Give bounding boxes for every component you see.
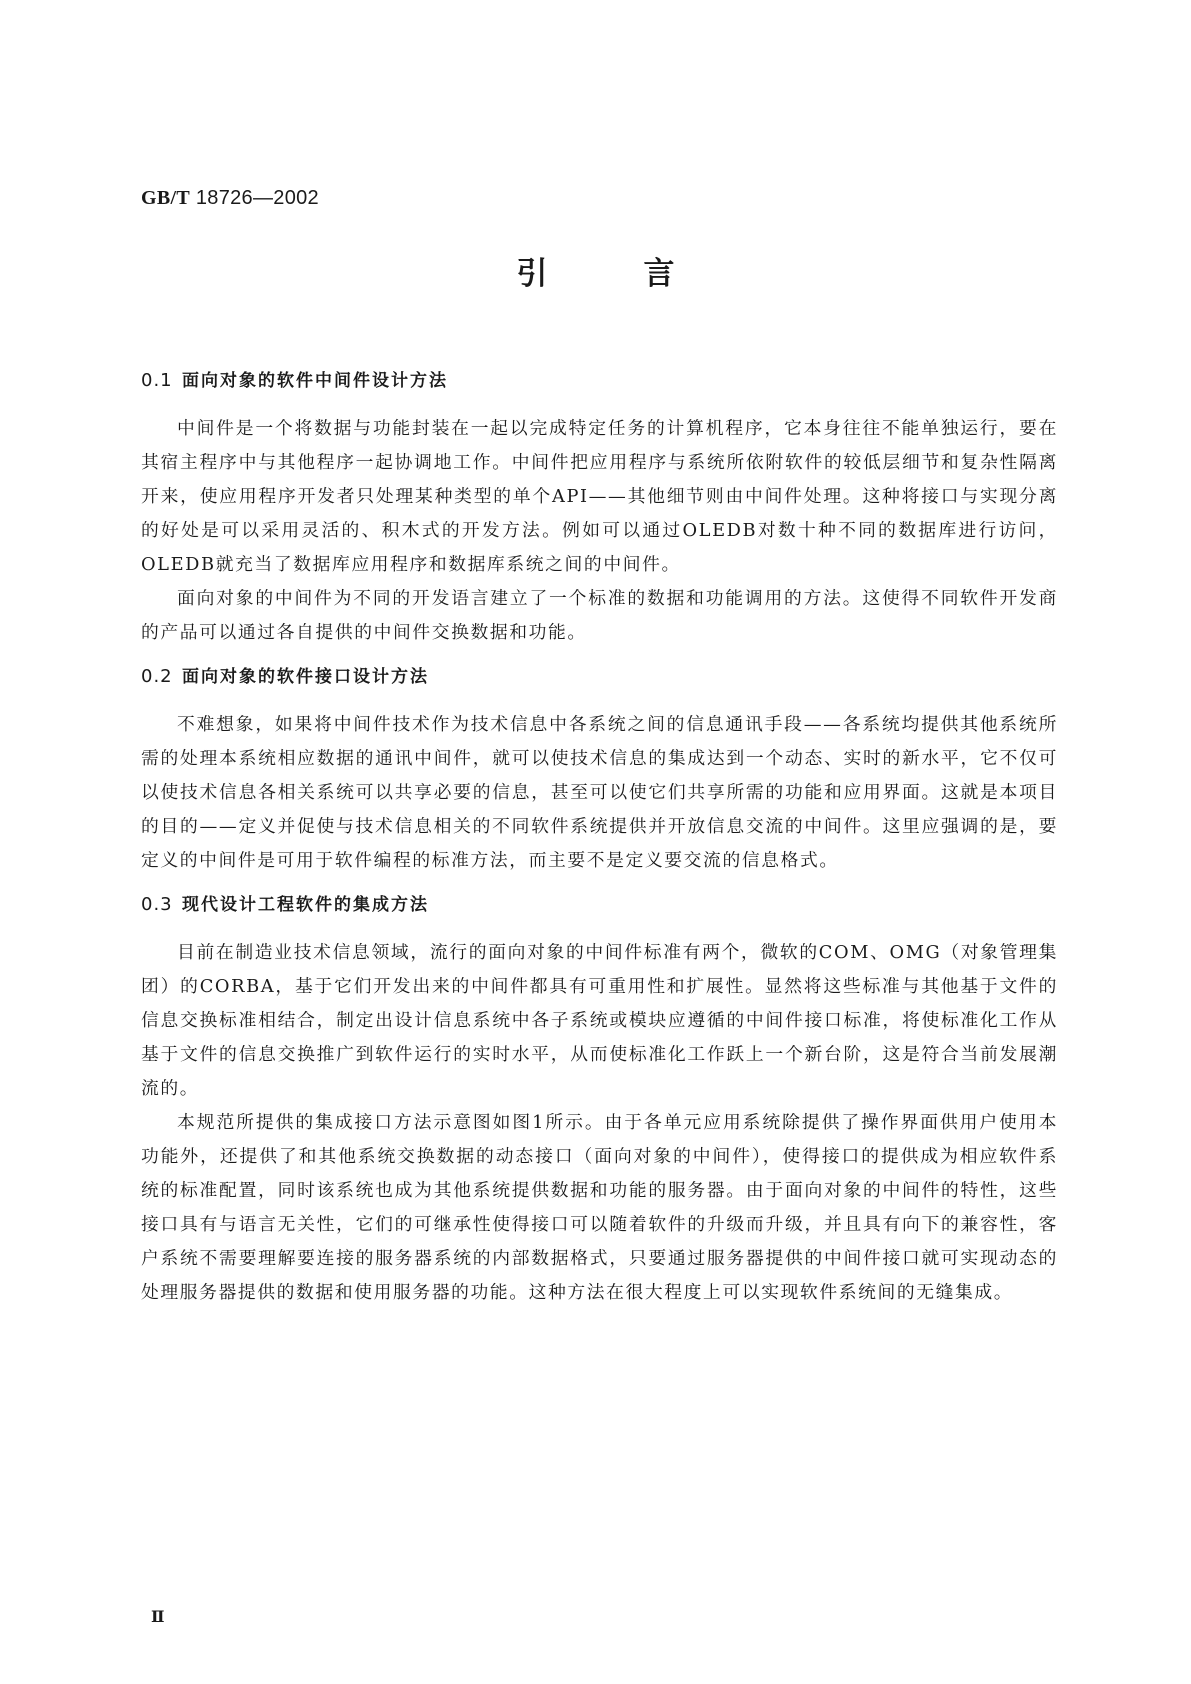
section-0-3 <box>141 892 1058 1310</box>
standard-code <box>141 187 319 210</box>
page-number: Ⅱ <box>151 1609 165 1626</box>
section-0-2 <box>141 664 1058 878</box>
section-title: 面向对象的软件接口设计方法 <box>182 667 429 687</box>
paragraph: 面向对象的中间件为不同的开发语言建立了一个标准的数据和功能调用的方法。这使得不同软件开发商的产品可以通过各自提供的中间件交换数据和功能。 <box>141 588 1058 643</box>
standard-prefix: GB/T <box>141 187 190 209</box>
section-heading <box>141 892 1058 918</box>
section-heading <box>141 664 1058 690</box>
section-0-1 <box>141 368 1058 650</box>
paragraph: 目前在制造业技术信息领域，流行的面向对象的中间件标准有两个，微软的COM、OMG（对象管理集团）的CORBA，基于它们开发出来的中间件都具有可重用性和扩展性。显然将这些标准与其他基于文件的信息交换标准相结合，制定出设计信息系统中各子系统或模块应遵循的中间件接口标准，将使标准化工作从基于文件的信息交换推广到软件运行的实时水平，从而使标准化工作跃上一个新台阶，这是符合当前发展潮流的。 <box>141 942 1058 1099</box>
section-number: 0.3 <box>141 894 173 915</box>
standard-number: 18726—2002 <box>195 187 319 209</box>
section-number: 0.1 <box>141 370 173 391</box>
paragraph: 本规范所提供的集成接口方法示意图如图1所示。由于各单元应用系统除提供了操作界面供用户使用本功能外，还提供了和其他系统交换数据的动态接口（面向对象的中间件），使得接口的提供成为相应软件系统的标准配置，同时该系统也成为其他系统提供数据和功能的服务器。由于面向对象的中间件的特性，这些接口具有与语言无关性，它们的可继承性使得接口可以随着软件的升级而升级，并且具有向下的兼容性，客户系统不需要理解要连接的服务器系统的内部数据格式，只要通过服务器提供的中间件接口就可实现动态的处理服务器提供的数据和使用服务器的功能。这种方法在很大程度上可以实现软件系统间的无缝集成。 <box>141 1112 1058 1303</box>
section-title: 面向对象的软件中间件设计方法 <box>182 371 448 391</box>
section-title: 现代设计工程软件的集成方法 <box>182 895 429 915</box>
section-number: 0.2 <box>141 666 173 687</box>
paragraph: 不难想象，如果将中间件技术作为技术信息中各系统之间的信息通讯手段——各系统均提供其他系统所需的处理本系统相应数据的通讯中间件，就可以使技术信息的集成达到一个动态、实时的新水平，它不仅可以使技术信息各相关系统可以共享必要的信息，甚至可以使它们共享所需的功能和应用界面。这就是本项目的目的——定义并促使与技术信息相关的不同软件系统提供并开放信息交流的中间件。这里应强调的是，要定义的中间件是可用于软件编程的标准方法，而主要不是定义要交流的信息格式。 <box>141 714 1058 871</box>
section-heading <box>141 368 1058 394</box>
paragraph: 中间件是一个将数据与功能封装在一起以完成特定任务的计算机程序，它本身往往不能单独运行，要在其宿主程序中与其他程序一起协调地工作。中间件把应用程序与系统所依附软件的较低层细节和复杂性隔离开来，使应用程序开发者只处理某种类型的单个API——其他细节则由中间件处理。这种将接口与实现分离的好处是可以采用灵活的、积木式的开发方法。例如可以通过OLEDB对数十种不同的数据库进行访问，OLEDB就充当了数据库应用程序和数据库系统之间的中间件。 <box>141 418 1058 575</box>
page-title: 引言 <box>516 256 771 292</box>
document-body <box>141 368 1058 1324</box>
